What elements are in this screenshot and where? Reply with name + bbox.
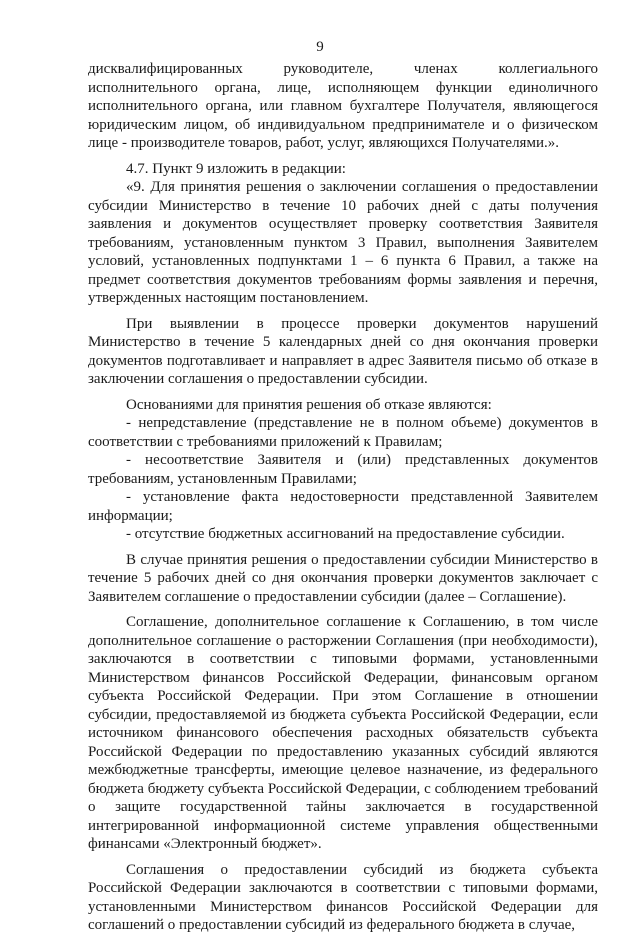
paragraph-regional-agreements: Соглашения о предоставлении субсидий из бюджета субъекта Российской Федерации заключаются в соответствии с типовыми формами, установленными Министерством финансов Российской Федерации для соглашений о предоставлении субсидий из федерального бюджета в случае, [88,861,598,933]
list-item-nonsubmission: - непредставление (представление не в полном объеме) документов в соответствии с требованиями приложений к Правилам; [88,415,598,450]
paragraph-agreement-decision: В случае принятия решения о предоставлении субсидии Министерство в течение 5 рабочих дней со дня окончания проверки документов заключает с Заявителем соглашение о предоставлении субсидии (далее – Соглашение). [88,551,598,605]
list-item-noncompliance: - несоответствие Заявителя и (или) представленных документов требованиям, установленным Правилами; [88,452,598,487]
list-item-false-information: - установление факта недостоверности представленной Заявителем информации; [88,489,598,524]
paragraph-agreement-forms: Соглашение, дополнительное соглашение к Соглашению, в том числе дополнительное соглашение о расторжении Соглашения (при необходимости), заключаются в соответствии с типовыми формами, установленными Министерством финансов Российской Федерации, финансовым органом субъекта Российской Федерации. При этом Соглашение в отношении субсидии, предоставляемой из бюджета субъекта Российской Федерации, если источником финансового обеспечения расходных обязательств субъекта Российской Федерации по предоставлению указанных субсидий являются межбюджетные трансферты, имеющие целевое назначение, из федерального бюджета бюджету субъекта Российской Федерации, с соблюдением требований о защите государственной тайны заключается в государственной интегрированной информационной системе управления общественными финансами «Электронный бюджет». [88,614,598,852]
paragraph-violations: При выявлении в процессе проверки документов нарушений Министерство в течение 5 календарных дней со дня окончания проверки документов подготавливает и направляет в адрес Заявителя письмо об отказе в заключении соглашения о предоставлении субсидии. [88,315,598,387]
page-number: 9 [316,39,324,55]
paragraph-clause-4-7: 4.7. Пункт 9 изложить в редакции: [126,160,346,177]
paragraph-refusal-grounds: Основаниями для принятия решения об отказе являются: [126,396,492,413]
paragraph-continuation: дисквалифицированных руководителе, членах коллегиального исполнительного органа, лице, исполняющем функции единоличного исполнительного органа, или главном бухгалтере Получателя, являющегося юридическим лицом, об индивидуальном предпринимателе и о физическом лице - производителе товаров, работ, услуг, являющихся Получателями.». [88,61,598,151]
list-item-no-allocations: - отсутствие бюджетных ассигнований на предоставление субсидии. [126,526,565,542]
paragraph-point-9: «9. Для принятия решения о заключении соглашения о предоставлении субсидии Министерство в течение 10 рабочих дней с даты получения заявления и документов осуществляет проверку соответствия Заявителя требованиям, установленным пунктом 3 Правил, выполнения Заявителем условий, установленных подпунктами 1 – 6 пункта 6 Правил, а также на предмет соответствия документов требованиям формы заявления и перечня, утвержденных настоящим постановлением. [88,179,598,306]
document-body [88,60,598,942]
